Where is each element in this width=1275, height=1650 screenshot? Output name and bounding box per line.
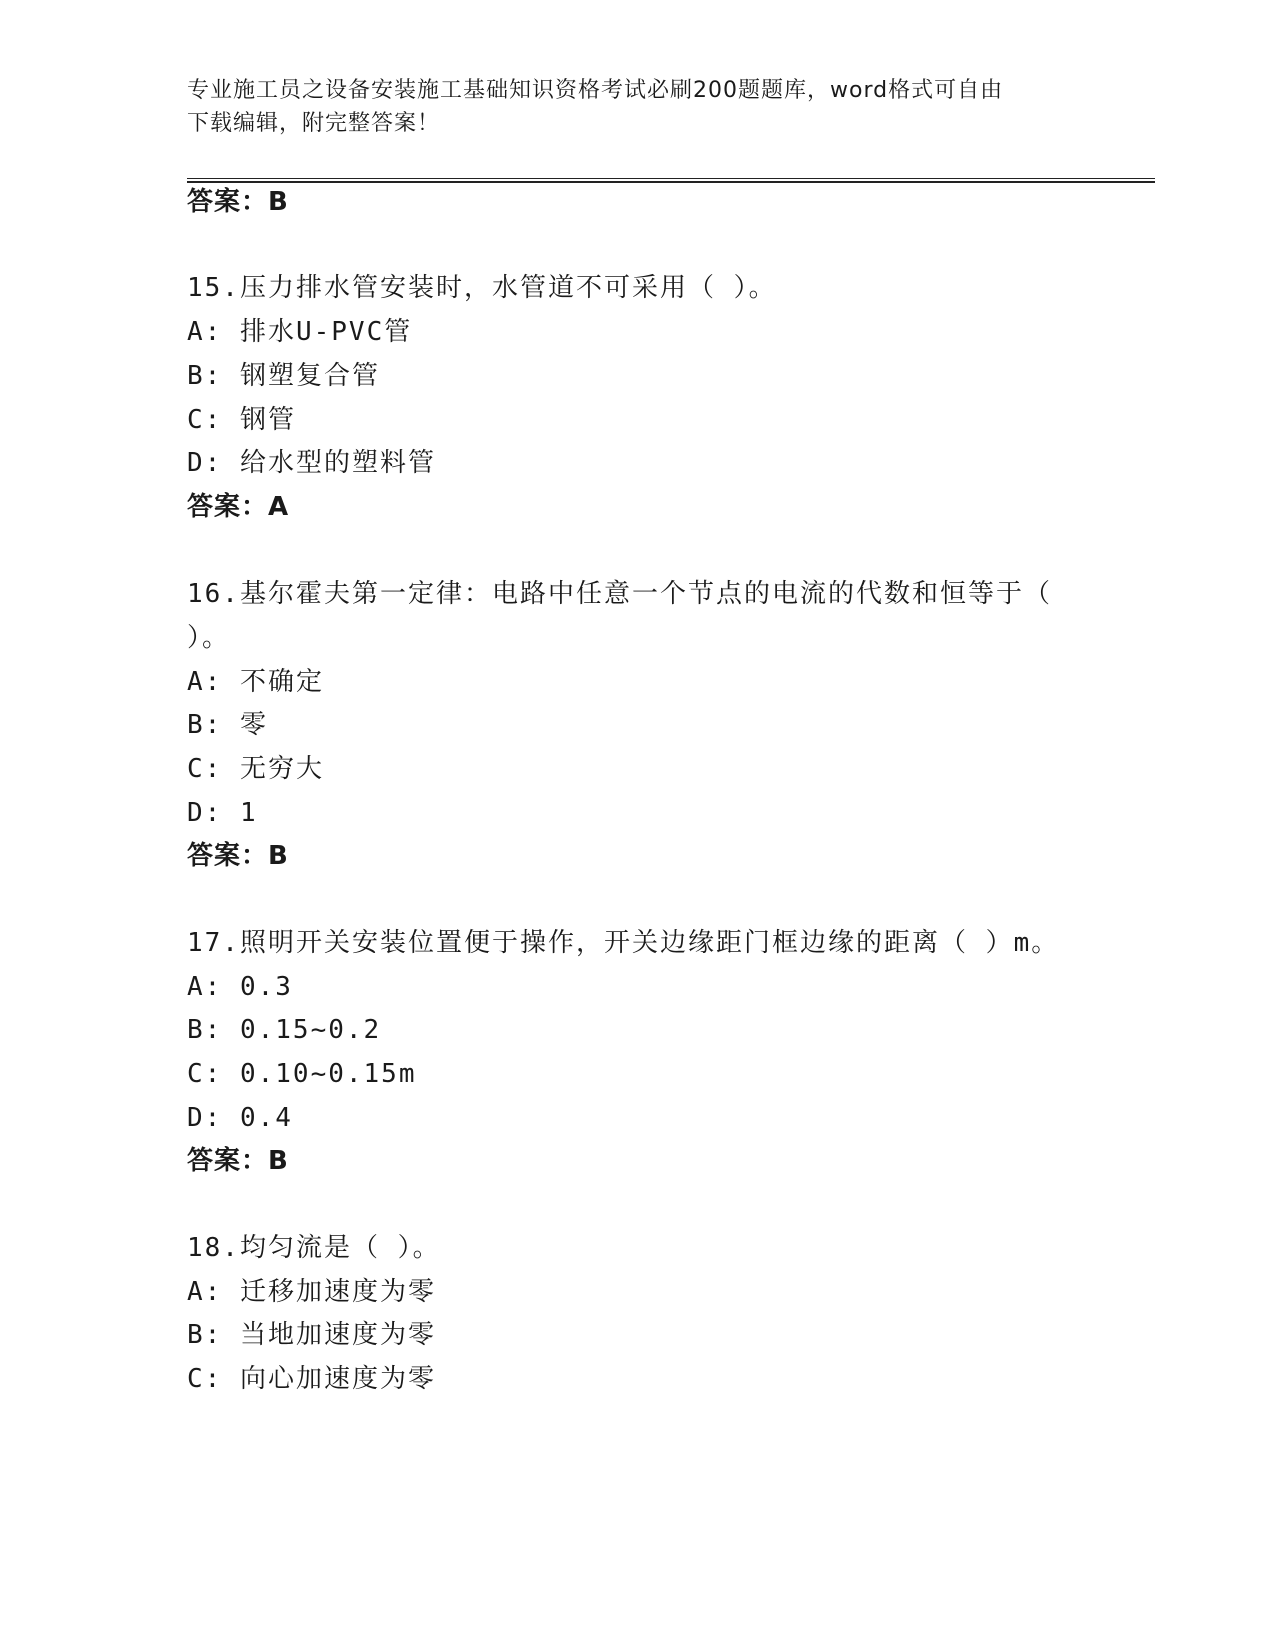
question-17-option-d: D: 0.4	[187, 1103, 293, 1133]
question-18-option-c: C: 向心加速度为零	[187, 1364, 436, 1394]
page-header	[187, 74, 1067, 140]
question-15-stem: 15.压力排水管安装时，水管道不可采用（ ）。	[187, 273, 777, 303]
question-15-option-c: C: 钢管	[187, 405, 296, 435]
question-15-option-b: B: 钢塑复合管	[187, 361, 380, 391]
header-rule	[187, 178, 1155, 183]
header-title-line1: 专业施工员之设备安装施工基础知识资格考试必刷200题题库，word格式可自由	[187, 78, 1004, 103]
question-18-stem: 18.均匀流是（ ）。	[187, 1233, 441, 1263]
question-15-option-a: A: 排水U-PVC管	[187, 317, 413, 347]
question-17-option-c: C: 0.10~0.15m	[187, 1059, 417, 1089]
question-18-option-a: A: 迁移加速度为零	[187, 1277, 436, 1307]
question-17-option-b: B: 0.15~0.2	[187, 1015, 382, 1045]
question-16-stem: 16.基尔霍夫第一定律：电路中任意一个节点的电流的代数和恒等于（	[187, 579, 1052, 609]
question-16-option-b: B: 零	[187, 710, 268, 740]
question-16-stem-cont: ）。	[187, 623, 231, 653]
question-16-answer: 答案：B	[187, 841, 289, 871]
question-17-answer: 答案：B	[187, 1146, 289, 1176]
question-16-option-c: C: 无穷大	[187, 754, 324, 784]
previous-answer: 答案：B	[187, 187, 289, 217]
header-title-line2: 下载编辑，附完整答案！	[187, 111, 441, 136]
question-16-option-a: A: 不确定	[187, 667, 324, 697]
question-17-option-a: A: 0.3	[187, 972, 293, 1002]
question-17-stem: 17.照明开关安装位置便于操作，开关边缘距门框边缘的距离（ ）m。	[187, 928, 1060, 958]
question-18-option-b: B: 当地加速度为零	[187, 1320, 436, 1350]
question-16-option-d: D: 1	[187, 798, 258, 828]
question-15-answer: 答案：A	[187, 492, 290, 522]
question-15-option-d: D: 给水型的塑料管	[187, 448, 436, 478]
